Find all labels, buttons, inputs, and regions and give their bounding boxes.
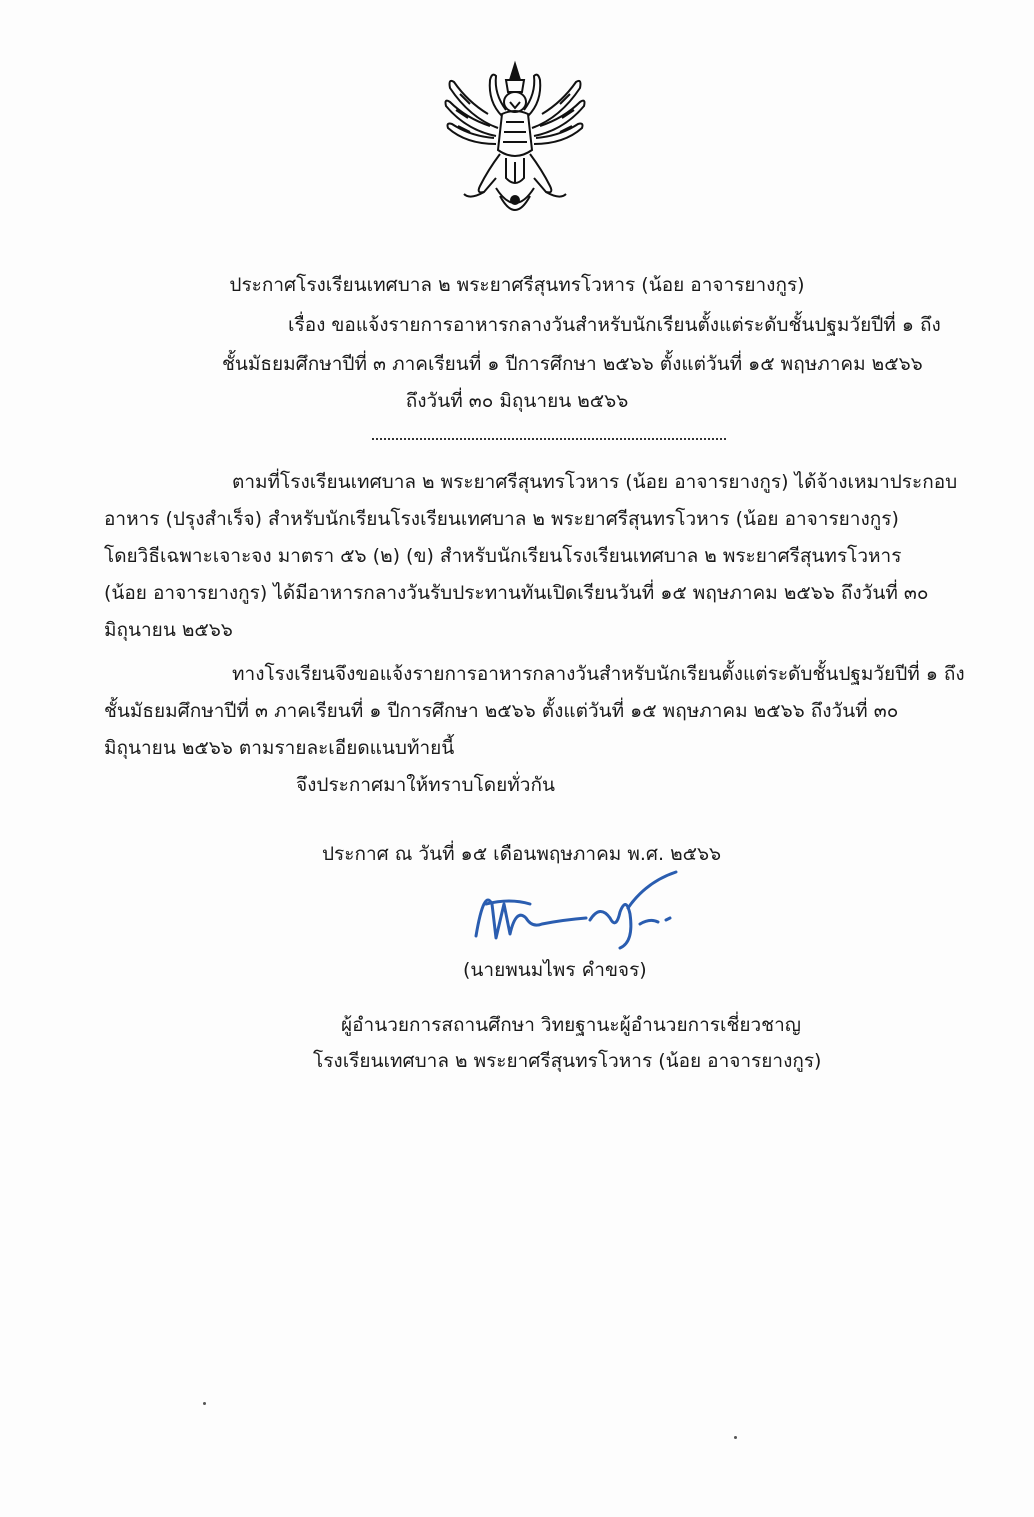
- announcement-title: ประกาศโรงเรียนเทศบาล ๒ พระยาศรีสุนทรโวหาร (น้อย อาจารยางกูร): [229, 274, 805, 296]
- subject-line-2: ชั้นมัธยมศึกษาปีที่ ๓ ภาคเรียนที่ ๑ ปีการศึกษา ๒๕๖๖ ตั้งแต่วันที่ ๑๕ พฤษภาคม ๒๕๖๖: [222, 353, 923, 375]
- subject-line-1: เรื่อง ขอแจ้งรายการอาหารกลางวันสำหรับนักเรียนตั้งแต่ระดับชั้นปฐมวัยปีที่ ๑ ถึง: [288, 314, 941, 336]
- date-line: ประกาศ ณ วันที่ ๑๕ เดือนพฤษภาคม พ.ศ. ๒๕๖๖: [322, 843, 722, 865]
- signatory-name: (นายพนมไพร คำขจร): [463, 959, 647, 981]
- signatory-position: ผู้อำนวยการสถานศึกษา วิทยฐานะผู้อำนวยการเชี่ยวชาญ: [341, 1014, 801, 1036]
- dotted-divider: [372, 438, 726, 440]
- para1-line-3: โดยวิธีเฉพาะเจาะจง มาตรา ๕๖ (๒) (ข) สำหรับนักเรียนโรงเรียนเทศบาล ๒ พระยาศรีสุนทรโวหาร: [104, 545, 902, 567]
- scan-speck: [203, 1402, 206, 1405]
- closing-line: จึงประกาศมาให้ทราบโดยทั่วกัน: [296, 774, 555, 796]
- subject-line-3: ถึงวันที่ ๓๐ มิถุนายน ๒๕๖๖: [405, 390, 629, 412]
- para2-line-1: ทางโรงเรียนจึงขอแจ้งรายการอาหารกลางวันสำหรับนักเรียนตั้งแต่ระดับชั้นปฐมวัยปีที่ ๑ ถึง: [232, 663, 965, 685]
- para1-line-5: มิถุนายน ๒๕๖๖: [104, 619, 233, 641]
- para1-line-2: อาหาร (ปรุงสำเร็จ) สำหรับนักเรียนโรงเรียนเทศบาล ๒ พระยาศรีสุนทรโวหาร (น้อย อาจารยางกูร): [104, 508, 899, 530]
- garuda-emblem-icon: [440, 58, 590, 226]
- para2-line-2: ชั้นมัธยมศึกษาปีที่ ๓ ภาคเรียนที่ ๑ ปีการศึกษา ๒๕๖๖ ตั้งแต่วันที่ ๑๕ พฤษภาคม ๒๕๖๖ ถึงวันที่ ๓๐: [104, 700, 899, 722]
- signatory-organization: โรงเรียนเทศบาล ๒ พระยาศรีสุนทรโวหาร (น้อย อาจารยางกูร): [313, 1050, 822, 1072]
- scan-speck: [734, 1436, 737, 1439]
- signature-icon: [470, 868, 680, 958]
- para1-line-1: ตามที่โรงเรียนเทศบาล ๒ พระยาศรีสุนทรโวหาร (น้อย อาจารยางกูร) ได้จ้างเหมาประกอบ: [232, 471, 958, 493]
- para2-line-3: มิถุนายน ๒๕๖๖ ตามรายละเอียดแนบท้ายนี้: [104, 737, 455, 759]
- para1-line-4: (น้อย อาจารยางกูร) ได้มีอาหารกลางวันรับประทานทันเปิดเรียนวันที่ ๑๕ พฤษภาคม ๒๕๖๖ ถึงวันที่ ๓๐: [104, 582, 929, 604]
